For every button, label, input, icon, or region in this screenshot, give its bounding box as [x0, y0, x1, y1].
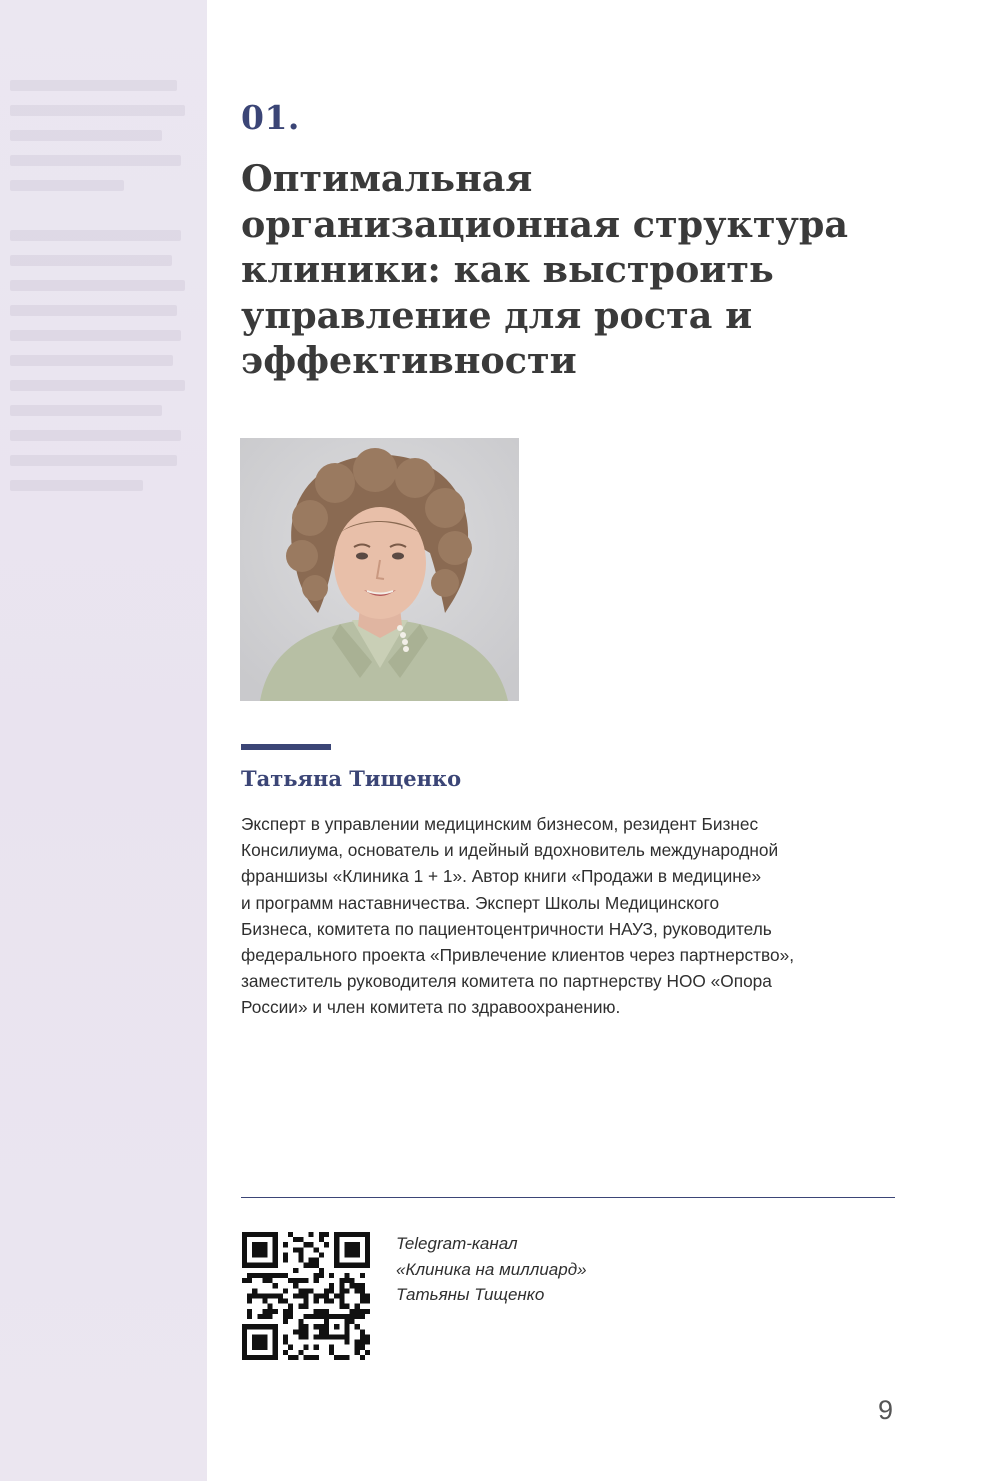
bio-line: Бизнеса, комитета по пациентоцентричности НАУЗ, руководитель [241, 918, 772, 939]
left-page-bleed [0, 0, 207, 1481]
caption-line: «Клиника на миллиард» [396, 1259, 587, 1279]
bio-line: франшизы «Клиника 1 + 1». Автор книги «Продажи в медицине» [241, 866, 762, 887]
accent-divider [241, 744, 331, 750]
bio-line: Эксперт в управлении медицинским бизнесом, резидент Бизнес [241, 814, 759, 834]
section-number: 01. [241, 98, 300, 137]
caption-line: Татьяны Тищенко [396, 1285, 545, 1304]
caption-line: Telegram-канал [396, 1234, 518, 1253]
bio-line: заместитель руководителя комитета по партнерству НОО «Опора [241, 971, 772, 992]
author-bio [241, 811, 881, 1021]
page-title: Оптимальная организационная структура клиники: как выстроить управление для роста и эффективности [241, 157, 848, 382]
bleed-through-text [10, 80, 200, 505]
telegram-caption [396, 1231, 587, 1308]
page-number: 9 [878, 1395, 894, 1425]
section-divider [241, 1197, 895, 1198]
bio-line: и программ наставничества. Эксперт Школы Медицинского [241, 892, 720, 913]
author-name: Татьяна Тищенко [241, 766, 462, 791]
bio-line: России» и член комитета по здравоохранению. [241, 997, 621, 1018]
portrait-photo-icon [240, 438, 519, 701]
author-portrait [240, 438, 519, 701]
bio-line: федерального проекта «Привлечение клиентов через партнерство», [241, 945, 795, 966]
qr-code-icon[interactable] [242, 1232, 370, 1360]
bio-line: Консилиума, основатель и идейный вдохновитель международной [241, 840, 779, 861]
